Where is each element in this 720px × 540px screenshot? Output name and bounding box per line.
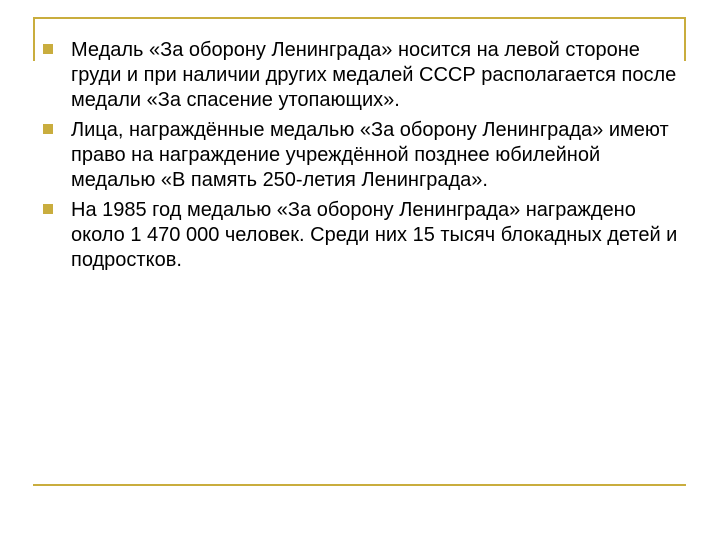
bullet-text-3: На 1985 год медалью «За оборону Ленинграда» награждено около 1 470 000 человек. Среди них 15 тысяч блокадных детей и подростков. <box>71 199 678 271</box>
square-bullet-icon <box>43 204 53 214</box>
bullet-text-1: Медаль «За оборону Ленинграда» носится на левой стороне груди и при наличии других медалей СССР располагается после медали «За спасение утопающих». <box>71 39 677 111</box>
left-corner-divider <box>33 17 35 61</box>
bullet-text-2: Лица, награждённые медалью «За оборону Ленинграда» имеют право на награждение учреждённой позднее юбилейной медалью «В память 250-летия Ленинграда». <box>71 119 669 191</box>
bottom-divider <box>33 484 686 486</box>
square-bullet-icon <box>43 124 53 134</box>
bullet-item-2 <box>41 118 681 193</box>
bullet-item-1 <box>41 38 681 113</box>
bullet-list <box>41 38 681 278</box>
top-divider <box>33 17 686 19</box>
bullet-item-3 <box>41 198 681 273</box>
square-bullet-icon <box>43 44 53 54</box>
right-corner-divider <box>684 17 686 61</box>
